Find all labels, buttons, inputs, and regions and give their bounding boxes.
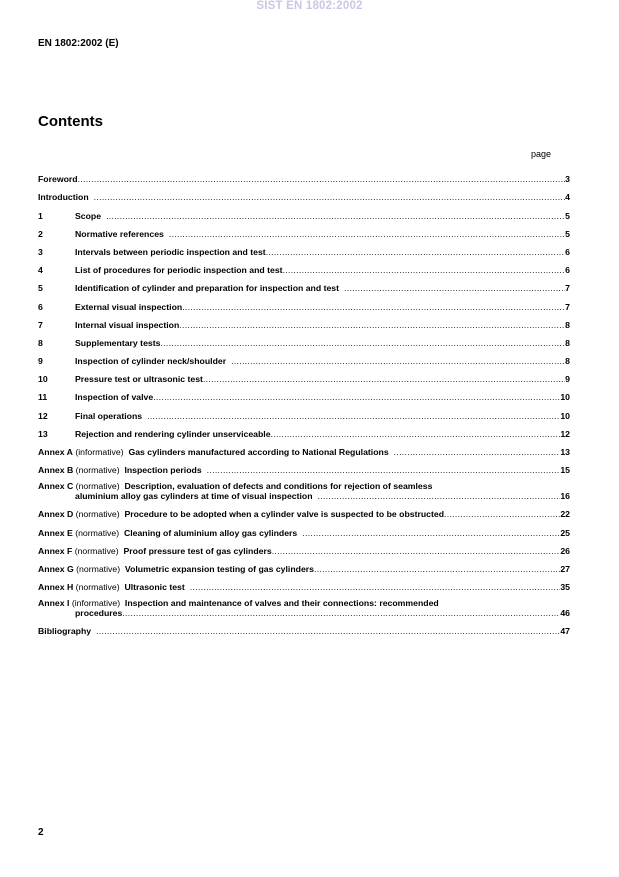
toc-entry-title-continued: aluminium alloy gas cylinders at time of visual inspection bbox=[75, 490, 313, 501]
toc-entry-title: Foreword bbox=[38, 174, 78, 185]
toc-entry-clause-5[interactable] bbox=[38, 275, 570, 293]
document-id: EN 1802:2002 (E) bbox=[38, 38, 119, 49]
toc-leader-dots bbox=[122, 608, 560, 619]
toc-entry-clause-8[interactable] bbox=[38, 330, 570, 348]
toc-annex-label: Annex D (normative) bbox=[38, 509, 120, 520]
toc-leader-dots bbox=[271, 429, 561, 439]
toc-entry-title: Inspection of cylinder neck/shoulder bbox=[75, 356, 227, 367]
toc-leader-dots bbox=[231, 356, 565, 366]
toc-entry-page: 47 bbox=[560, 626, 570, 637]
toc-entry-title: Ultrasonic test bbox=[124, 582, 185, 593]
toc-leader-dots bbox=[203, 374, 565, 384]
toc-entry-title: Identification of cylinder and preparation for inspection and test bbox=[75, 283, 340, 294]
toc-entry-annex-e[interactable] bbox=[38, 519, 570, 537]
toc-entry-page: 16 bbox=[560, 490, 570, 501]
toc-entry-clause-3[interactable] bbox=[38, 239, 570, 257]
toc-entry-title: Normative references bbox=[75, 228, 164, 239]
toc-annex-label: Annex A (informative) bbox=[38, 447, 124, 457]
toc-entry-number: 7 bbox=[38, 319, 43, 330]
toc-entry-number: 13 bbox=[38, 428, 48, 439]
toc-entry-clause-4[interactable] bbox=[38, 257, 570, 275]
toc-annex-label: Annex H (normative) bbox=[38, 582, 120, 593]
toc-annex-label: Annex F (normative) bbox=[38, 545, 119, 556]
toc-entry-title: Pressure test or ultrasonic test bbox=[75, 374, 203, 385]
toc-leader-dots bbox=[169, 229, 565, 239]
toc-leader-dots bbox=[314, 564, 560, 574]
toc-entry-number: 9 bbox=[38, 356, 43, 367]
toc-entry-title: Inspection periods bbox=[124, 465, 202, 476]
toc-entry-page: 6 bbox=[565, 265, 570, 276]
toc-entry-title: Bibliography bbox=[38, 626, 92, 637]
toc-entry-clause-6[interactable] bbox=[38, 293, 570, 311]
toc-leader-dots bbox=[444, 509, 560, 519]
toc-entry-clause-1[interactable] bbox=[38, 202, 570, 220]
toc-leader-dots bbox=[106, 211, 565, 221]
toc-entry-page: 8 bbox=[565, 319, 570, 330]
toc-entry-introduction[interactable] bbox=[38, 184, 570, 202]
toc-entry-title: Introduction bbox=[38, 192, 89, 203]
toc-entry-page: 15 bbox=[560, 465, 570, 476]
toc-entry-page: 27 bbox=[560, 563, 570, 574]
toc-entry-number: 10 bbox=[38, 374, 48, 385]
toc-leader-dots bbox=[147, 411, 560, 421]
toc-leader-dots bbox=[96, 626, 560, 636]
toc-annex-label: Annex G (normative) bbox=[38, 563, 121, 574]
toc-entry-annex-c[interactable] bbox=[38, 475, 570, 501]
page-column-label: page bbox=[531, 149, 552, 159]
toc-entry-page: 5 bbox=[565, 228, 570, 239]
toc-entry-title: Gas cylinders manufactured according to National Regulations bbox=[128, 447, 389, 457]
toc-entry-title: List of procedures for periodic inspection and test bbox=[75, 265, 283, 276]
toc-leader-dots bbox=[302, 528, 560, 538]
toc-annex-label: Annex I (informative) bbox=[38, 597, 121, 608]
toc-entry-page: 35 bbox=[560, 582, 570, 593]
toc-entry-clause-10[interactable] bbox=[38, 366, 570, 384]
toc-leader-dots bbox=[153, 392, 560, 402]
toc-entry-title: Inspection of valve bbox=[75, 392, 154, 403]
toc-leader-dots bbox=[272, 546, 561, 556]
toc-entry-bibliography[interactable] bbox=[38, 618, 570, 636]
toc-entry-title: Scope bbox=[75, 210, 102, 221]
toc-entry-title-continued: procedures bbox=[75, 607, 123, 618]
toc-annex-label: Annex C (normative) bbox=[38, 480, 120, 491]
toc-entry-title: Final operations bbox=[75, 410, 143, 421]
toc-entry-number: 12 bbox=[38, 410, 48, 421]
toc-entry-title: Volumetric expansion testing of gas cylinders bbox=[124, 563, 315, 574]
toc-entry-clause-12[interactable] bbox=[38, 402, 570, 420]
toc-entry-number: 1 bbox=[38, 210, 43, 221]
toc-entry-foreword[interactable] bbox=[38, 166, 570, 184]
toc-entry-annex-b[interactable] bbox=[38, 457, 570, 475]
watermark: SIST EN 1802:2002 bbox=[256, 0, 363, 12]
toc-entry-page: 12 bbox=[560, 428, 570, 439]
toc-leader-dots bbox=[266, 247, 565, 257]
toc-entry-page: 3 bbox=[565, 174, 570, 185]
toc-entry-number: 8 bbox=[38, 337, 43, 348]
toc-entry-page: 4 bbox=[565, 192, 570, 203]
toc-entry-annex-d[interactable] bbox=[38, 501, 570, 519]
toc-entry-number: 11 bbox=[38, 392, 48, 403]
toc-entry-clause-9[interactable] bbox=[38, 348, 570, 366]
toc-entry-title: Procedure to be adopted when a cylinder valve is suspected to be obstructed bbox=[124, 509, 445, 520]
toc-entry-page: 9 bbox=[565, 374, 570, 385]
toc-entry-title: Supplementary tests bbox=[75, 337, 161, 348]
toc-leader-dots bbox=[283, 265, 566, 275]
toc-entry-annex-i[interactable] bbox=[38, 592, 570, 618]
toc-leader-dots bbox=[207, 465, 561, 475]
contents-heading: Contents bbox=[38, 113, 103, 130]
toc-entry-clause-7[interactable] bbox=[38, 312, 570, 330]
toc-entry-clause-13[interactable] bbox=[38, 421, 570, 439]
toc-leader-dots bbox=[179, 320, 565, 330]
toc-entry-number: 2 bbox=[38, 228, 43, 239]
toc-entry-number: 6 bbox=[38, 301, 43, 312]
toc-leader-dots bbox=[160, 338, 565, 348]
toc-entry-page: 8 bbox=[565, 356, 570, 367]
toc-entry-annex-f[interactable] bbox=[38, 538, 570, 556]
toc-leader-dots bbox=[318, 491, 561, 502]
toc-entry-title: Intervals between periodic inspection and test bbox=[75, 246, 266, 257]
toc-entry-page: 7 bbox=[565, 301, 570, 312]
toc-entry-page: 8 bbox=[565, 337, 570, 348]
toc-entry-page: 5 bbox=[565, 210, 570, 221]
toc-entry-title: External visual inspection bbox=[75, 301, 183, 312]
toc-entry-number: 4 bbox=[38, 265, 43, 276]
toc-entry-page: 25 bbox=[560, 527, 570, 538]
toc-leader-dots bbox=[190, 582, 561, 592]
toc-entry-page: 46 bbox=[560, 607, 570, 618]
toc-entry-title: Internal visual inspection bbox=[75, 319, 180, 330]
toc-entry-page: 13 bbox=[560, 447, 570, 457]
toc-entry-number: 5 bbox=[38, 283, 43, 294]
toc-entry-number: 3 bbox=[38, 246, 43, 257]
toc-entry-title: Inspection and maintenance of valves and their connections: recommended bbox=[124, 597, 439, 608]
toc-entry-title: Cleaning of aluminium alloy gas cylinders bbox=[123, 527, 298, 538]
toc-leader-dots bbox=[78, 174, 566, 184]
page-number: 2 bbox=[38, 827, 44, 838]
toc-leader-dots bbox=[394, 447, 561, 457]
toc-leader-dots bbox=[94, 192, 565, 202]
toc-entry-clause-11[interactable] bbox=[38, 384, 570, 402]
toc-entry-annex-h[interactable] bbox=[38, 574, 570, 592]
toc-leader-dots bbox=[344, 283, 565, 293]
toc-entry-page: 10 bbox=[560, 392, 570, 403]
toc-annex-label: Annex B (normative) bbox=[38, 465, 120, 476]
toc-entry-annex-g[interactable] bbox=[38, 556, 570, 574]
table-of-contents bbox=[38, 166, 570, 636]
toc-entry-clause-2[interactable] bbox=[38, 221, 570, 239]
toc-entry-title: Description, evaluation of defects and conditions for rejection of seamless bbox=[124, 480, 433, 491]
toc-leader-dots bbox=[182, 302, 565, 312]
toc-entry-page: 22 bbox=[560, 509, 570, 520]
toc-entry-title: Rejection and rendering cylinder unserviceable bbox=[75, 428, 271, 439]
toc-annex-label: Annex E (normative) bbox=[38, 527, 120, 538]
toc-entry-page: 26 bbox=[560, 545, 570, 556]
toc-entry-annex-a[interactable] bbox=[38, 439, 570, 457]
toc-entry-title: Proof pressure test of gas cylinders bbox=[123, 545, 272, 556]
toc-entry-page: 6 bbox=[565, 246, 570, 257]
toc-entry-page: 10 bbox=[560, 410, 570, 421]
toc-entry-page: 7 bbox=[565, 283, 570, 294]
